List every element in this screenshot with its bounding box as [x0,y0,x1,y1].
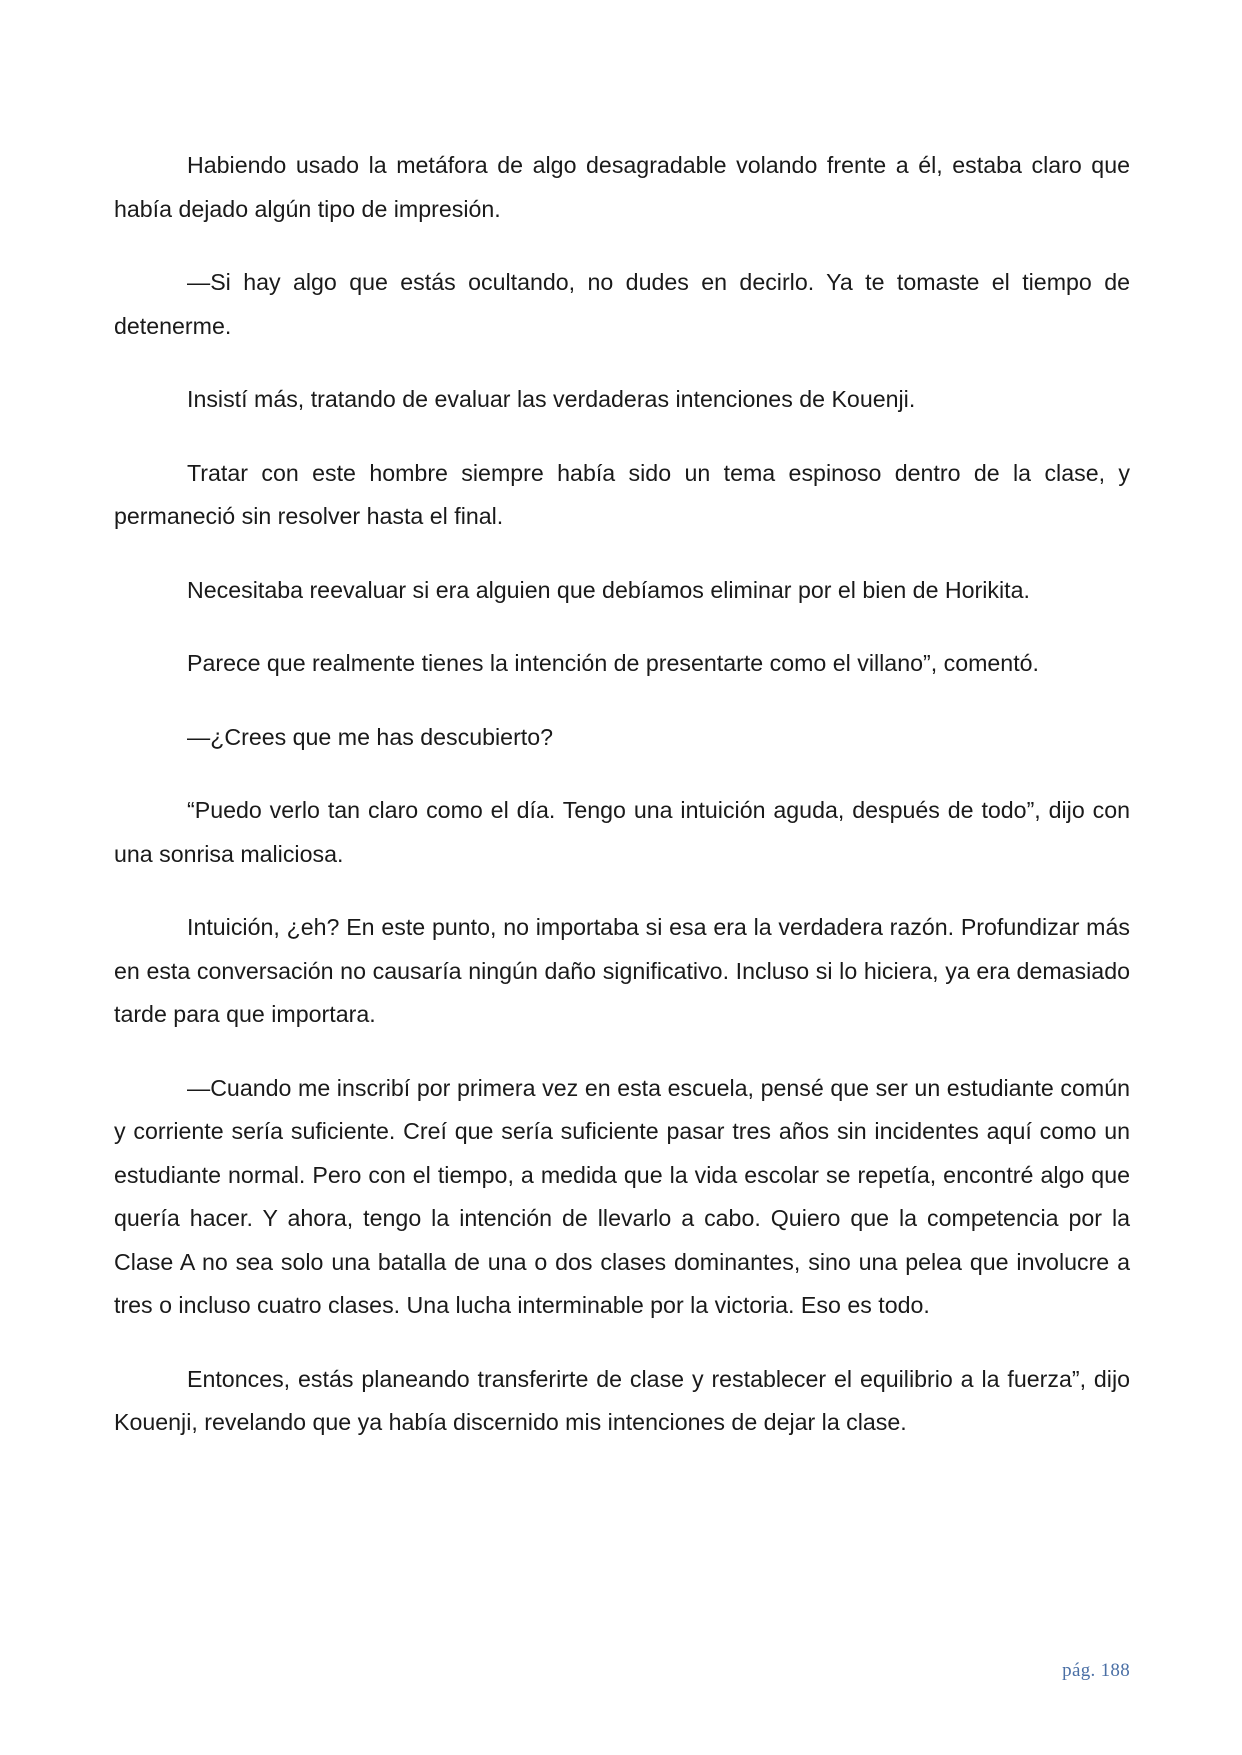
paragraph: Intuición, ¿eh? En este punto, no importaba si esa era la verdadera razón. Profundizar más en esta conversación no causaría ningún daño significativo. Incluso si lo hiciera, ya era demasiado tarde para que importara. [114,914,1130,1027]
paragraph: Parece que realmente tienes la intención de presentarte como el villano”, comentó. [187,650,1039,676]
paragraph: —Cuando me inscribí por primera vez en esta escuela, pensé que ser un estudiante común y corriente sería suficiente. Creí que sería suficiente pasar tres años sin incidentes aquí como un estudiante normal. Pero con el tiempo, a medida que la vida escolar se repetía, encontré algo que quería hacer. Y ahora, tengo la intención de llevarlo a cabo. Quiero que la competencia por la Clase A no sea solo una batalla de una o dos clases dominantes, sino una pelea que involucre a tres o incluso cuatro clases. Una lucha interminable por la victoria. Eso es todo. [114,1074,1130,1318]
paragraph: Insistí más, tratando de evaluar las verdaderas intenciones de Kouenji. [187,386,916,412]
paragraph: —¿Crees que me has descubierto? [187,723,554,750]
paragraph: “Puedo verlo tan claro como el día. Tengo una intuición aguda, después de todo”, dijo con una sonrisa maliciosa. [114,797,1130,867]
paragraph: Entonces, estás planeando transferirte de clase y restablecer el equilibrio a la fuerza”, dijo Kouenji, revelando que ya había discernido mis intenciones de dejar la clase. [114,1365,1130,1435]
paragraph: Tratar con este hombre siempre había sido un tema espinoso dentro de la clase, y permaneció sin resolver hasta el final. [114,459,1130,529]
paragraph: Necesitaba reevaluar si era alguien que debíamos eliminar por el bien de Horikita. [187,576,1030,603]
page-number: pág. 188 [1062,1660,1130,1681]
body-text [114,144,1130,1445]
paragraph: —Si hay algo que estás ocultando, no dudes en decirlo. Ya te tomaste el tiempo de detenerme. [114,269,1130,339]
paragraph: Habiendo usado la metáfora de algo desagradable volando frente a él, estaba claro que había dejado algún tipo de impresión. [114,152,1130,222]
